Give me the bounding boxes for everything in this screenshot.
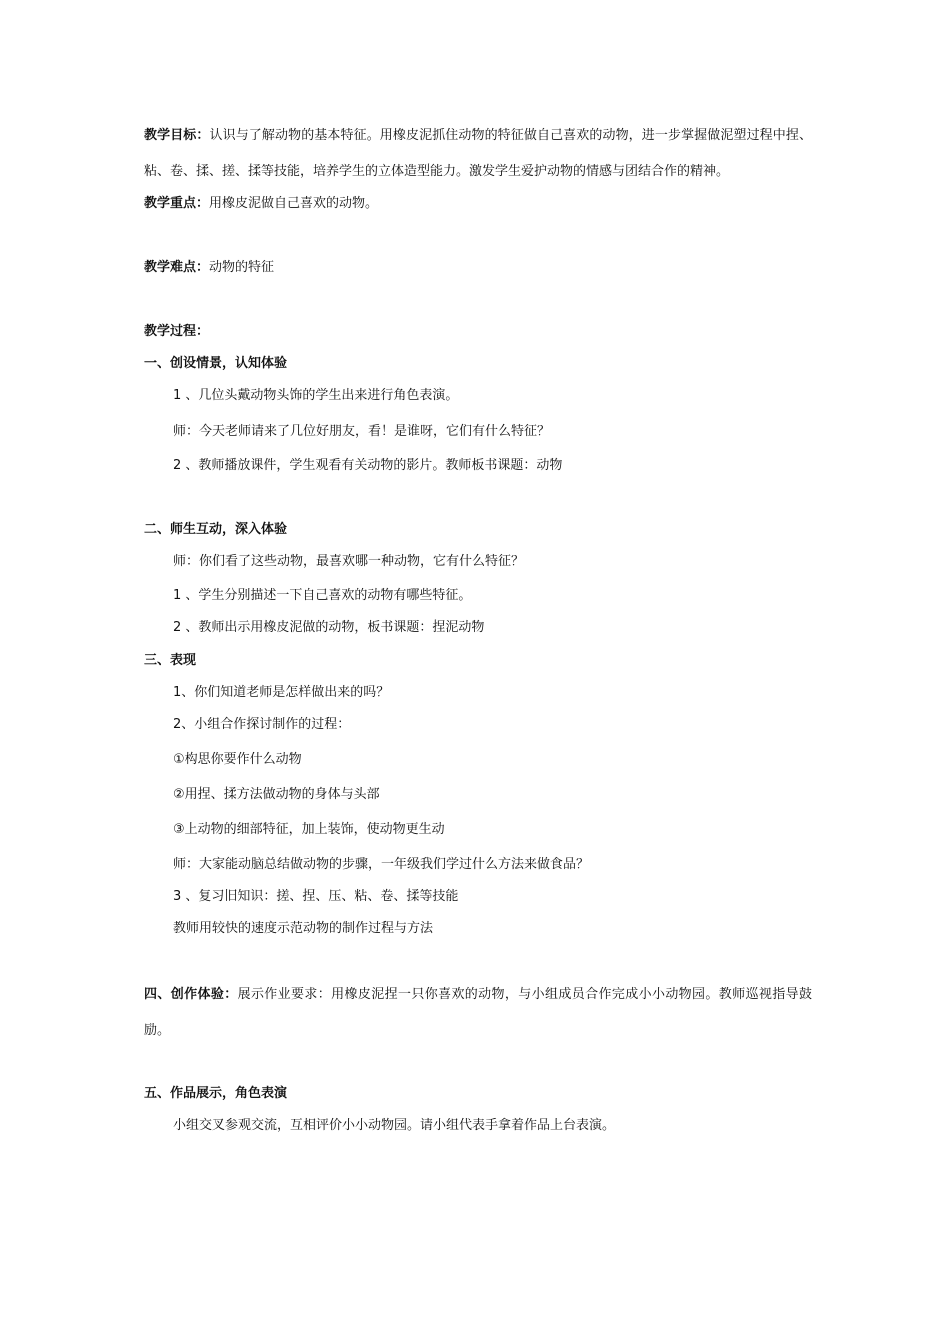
section-5-heading: 五、作品展示，角色表演: [144, 1086, 288, 1101]
key-point-label: 教学重点：: [144, 196, 210, 211]
section-1-item: 2 、教师播放课件，学生观看有关动物的影片。教师板书课题：动物: [173, 458, 563, 473]
section-4-label: 四、创作体验：: [144, 987, 238, 1002]
section-3-item: 2、小组合作探讨制作的过程：: [173, 717, 351, 732]
section-2-heading: 二、师生互动，深入体验: [144, 522, 288, 537]
difficulty-text: 动物的特征: [209, 260, 275, 275]
section-3-item: ③上动物的细部特征，加上装饰，使动物更生动: [173, 822, 445, 837]
section-3-item: 1、你们知道老师是怎样做出来的吗？: [173, 685, 390, 700]
section-3-item: ①构思你要作什么动物: [173, 752, 302, 767]
section-4-text: 展示作业要求：用橡皮泥捏一只你喜欢的动物，与小组成员合作完成小小动物园。教师巡视指导鼓励。: [144, 987, 812, 1038]
objectives-paragraph: [144, 118, 812, 190]
section-1-heading: 一、创设情景，认知体验: [144, 356, 288, 371]
difficulty-label: 教学难点：: [144, 260, 210, 275]
section-3-item: ②用捏、揉方法做动物的身体与头部: [173, 787, 380, 802]
key-point-line: [144, 195, 378, 213]
section-5-item: 小组交叉参观交流，互相评价小小动物园。请小组代表手拿着作品上台表演。: [173, 1118, 616, 1133]
key-point-text: 用橡皮泥做自己喜欢的动物。: [209, 196, 379, 211]
objectives-label: 教学目标：: [144, 128, 210, 143]
section-3-item: 师：大家能动脑总结做动物的步骤，一年级我们学过什么方法来做食品？: [173, 857, 590, 872]
section-1-item: 师：今天老师请来了几位好朋友，看！是谁呀，它们有什么特征？: [173, 424, 551, 439]
objectives-text: 认识与了解动物的基本特征。用橡皮泥抓住动物的特征做自己喜欢的动物，进一步掌握做泥塑过程中捏、粘、卷、揉、搓、揉等技能，培养学生的立体造型能力。激发学生爱护动物的情感与团结合作的精神。: [144, 128, 812, 179]
section-3-heading: 三、表现: [144, 653, 197, 668]
section-1-item: 1 、几位头戴动物头饰的学生出来进行角色表演。: [173, 388, 459, 403]
section-2-item: 1 、学生分别描述一下自己喜欢的动物有哪些特征。: [173, 588, 472, 603]
section-3-item: 教师用较快的速度示范动物的制作过程与方法: [173, 921, 434, 936]
section-2-item: 2 、教师出示用橡皮泥做的动物，板书课题：捏泥动物: [173, 620, 485, 635]
difficulty-line: [144, 259, 274, 277]
section-2-item: 师：你们看了这些动物，最喜欢哪一种动物，它有什么特征？: [173, 554, 525, 569]
process-heading: 教学过程：: [144, 324, 210, 339]
section-3-item: 3 、复习旧知识：搓、捏、压、粘、卷、揉等技能: [173, 889, 459, 904]
section-4-paragraph: [144, 977, 812, 1049]
